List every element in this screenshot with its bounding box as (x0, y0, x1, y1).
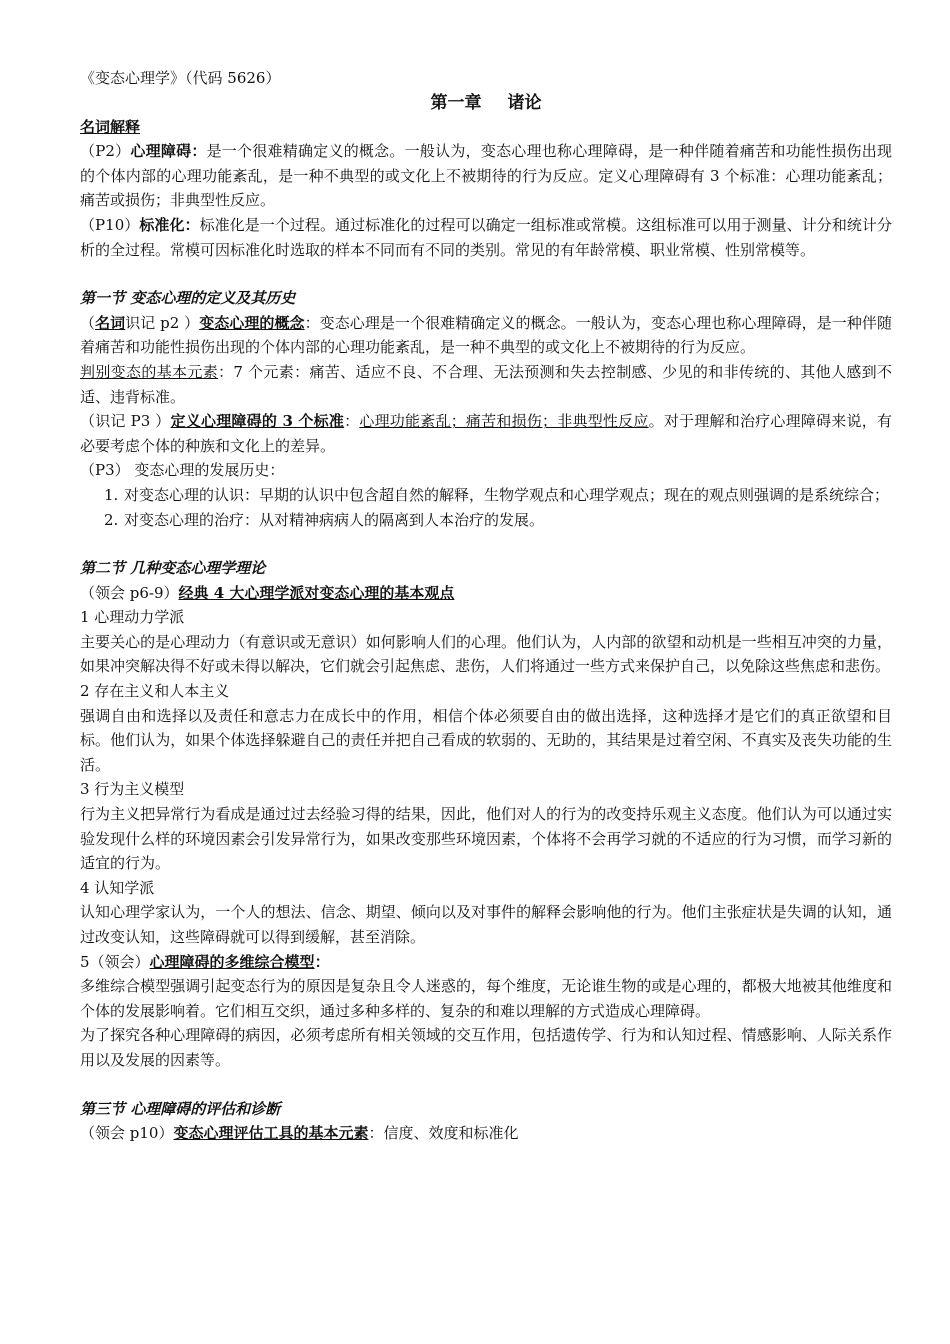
subsection-text: 多维综合模型强调引起变态行为的原因是复杂且令人迷惑的，每个维度，无论谁生物的或是心理的，都极大地被其他维度和个体的发展影响着。它们相互交织，通过多种多样的、复杂的和难以理解的方式造成心理障碍。 (80, 977, 892, 1020)
criteria-colon: ： (344, 412, 360, 431)
term-colon: ： (191, 142, 207, 161)
ref: （识记 P3 ） (80, 412, 171, 431)
term-name: 标准化 (139, 215, 185, 234)
term-name: 心理障碍 (130, 142, 192, 161)
ref: 识记 p2 ） (125, 313, 200, 332)
subsection-text: 主要关心的是心理动力（有意识或无意识）如何影响人们的心理。他们认为，人内部的欲望和动机是一些相互冲突的力量，如果冲突解决得不好或未得以解决，它们就会引起焦虑、悲伤，人们将通过一些方式来保护自己，以免除这些焦虑和悲伤。 (80, 632, 892, 676)
section-3-title: 第三节 心理障碍的评估和诊断 (80, 1099, 281, 1118)
section-3-para-tools (80, 1121, 892, 1146)
model-term: 心理障碍的多维综合模型 (149, 952, 315, 971)
section-1-para-criteria (80, 409, 892, 458)
ref: （领会 p10） (80, 1124, 174, 1143)
chapter-title (80, 91, 892, 115)
term-ref: （P10） (80, 215, 140, 234)
chapter-prefix: 第一章 (430, 92, 482, 113)
subsection-title: 4 认知学派 (80, 878, 155, 897)
intro-term: 经典 4 大心理学派对变态心理的基本观点 (178, 583, 455, 602)
model-colon: ： (314, 952, 330, 971)
list-text: 对变态心理的认识：早期的认识中包含超自然的解释，生物学观点和心理学观点；现在的观点则强调的是系统综合； (124, 485, 890, 504)
criteria-text: 。对于理解和治疗心理障碍来说，有必要考虑个体的种族和文化上的差异。 (80, 412, 892, 455)
subsection-title: 2 存在主义和人本主义 (80, 682, 230, 701)
elements-text: ：7 个元素：痛苦、适应不良、不合理、无法预测和失去控制感、少见的和非传统的、其他人感到不适、违背标准。 (80, 362, 892, 406)
list-number: 2. (104, 510, 119, 529)
list-item (80, 508, 892, 533)
tools-text: ：信度、效度和标准化 (368, 1124, 519, 1143)
subsection-text: 认知心理学家认为，一个人的想法、信念、期望、倾向以及对事件的解释会影响他的行为。他们主张症状是失调的认知，通过改变认知，这些障碍就可以得到缓解，甚至消除。 (80, 903, 892, 946)
concept-text: ：变态心理是一个很难精确定义的概念。一般认为，变态心理也称心理障碍，是一种伴随着痛苦和功能性损伤出现的个体内部的心理功能紊乱，是一种不典型的或文化上不被期待的行为反应。 (80, 313, 892, 357)
criteria-term: 定义心理障碍的 3 个标准 (170, 412, 345, 431)
subsection-title-model (80, 950, 892, 975)
term-colon: ： (184, 215, 200, 234)
list-number: 1. (104, 485, 119, 504)
elements-term: 判别变态的基本元素 (80, 362, 219, 381)
section-1-history-heading: （P3） 变态心理的发展历史： (80, 461, 285, 480)
list-item (80, 483, 892, 508)
term-standardization (80, 213, 892, 262)
terms-heading: 名词解释 (80, 117, 141, 136)
section-1-title: 第一节 变态心理的定义及其历史 (80, 289, 296, 308)
subsection-text: 为了探究各种心理障碍的病因，必须考虑所有相关领域的交互作用，包括遗传学、行为和认知过程、情感影响、人际关系作用以及发展的因素等。 (80, 1026, 892, 1069)
term-psych-disorder (80, 139, 892, 213)
concept-term: 变态心理的概念 (199, 313, 305, 332)
subsection-text: 强调自由和选择以及责任和意志力在成长中的作用，相信个体必须要自由的做出选择，这种选择才是它们的真正欲望和目标。他们认为，如果个体选择躲避自己的责任并把自己看成的软弱的、无助的，其结果是过着空闲、不真实及丧失功能的生活。 (80, 706, 892, 774)
document-title: 《变态心理学》（代码 5626） (80, 69, 281, 87)
chapter-name: 诸论 (507, 92, 542, 113)
section-1-para-concept (80, 311, 892, 360)
term-definition: 是一个很难精确定义的概念。一般认为，变态心理也称心理障碍，是一种伴随着痛苦和功能性损伤出现的个体内部的心理功能紊乱，是一种不典型的或文化上不被期待的行为反应。定义心理障碍有 3 个标准：心理功能紊乱；痛苦或损伤；非典型性反应。 (80, 142, 892, 210)
document-page (80, 66, 892, 1146)
tools-term: 变态心理评估工具的基本元素 (173, 1124, 369, 1143)
subsection-text: 行为主义把异常行为看成是通过过去经验习得的结果，因此，他们对人的行为的改变持乐观主义态度。他们认为可以通过实验发现什么样的环境因素会引发异常行为，如果改变那些环境因素，个体将不会再学习就的不适应的行为习惯，而学习新的适宜的行为。 (80, 805, 892, 873)
tag-term: 名词 (95, 313, 126, 332)
list-text: 对变态心理的治疗：从对精神病病人的隔离到人本治疗的发展。 (124, 510, 545, 529)
subsection-title: 3 行为主义模型 (80, 780, 185, 799)
paren-open: （ (80, 313, 96, 332)
subsection-title: 1 心理动力学派 (80, 608, 185, 627)
section-2-intro (80, 581, 892, 606)
section-1-para-elements (80, 360, 892, 409)
subsection-prefix: 5（领会） (80, 952, 150, 971)
section-2-title: 第二节 几种变态心理学理论 (80, 559, 266, 578)
term-definition: 标准化是一个过程。通过标准化的过程可以确定一组标准或常模。这组标准可以用于测量、计分和统计分析的全过程。常模可因标准化时选取的样本不同而有不同的类别。常见的有年龄常模、职业常模、性别常模等。 (80, 215, 892, 259)
criteria-list: 心理功能紊乱；痛苦和损伤；非典型性反应 (359, 412, 649, 431)
term-ref: （P2） (80, 142, 131, 161)
ref: （领会 p6-9） (80, 583, 179, 602)
